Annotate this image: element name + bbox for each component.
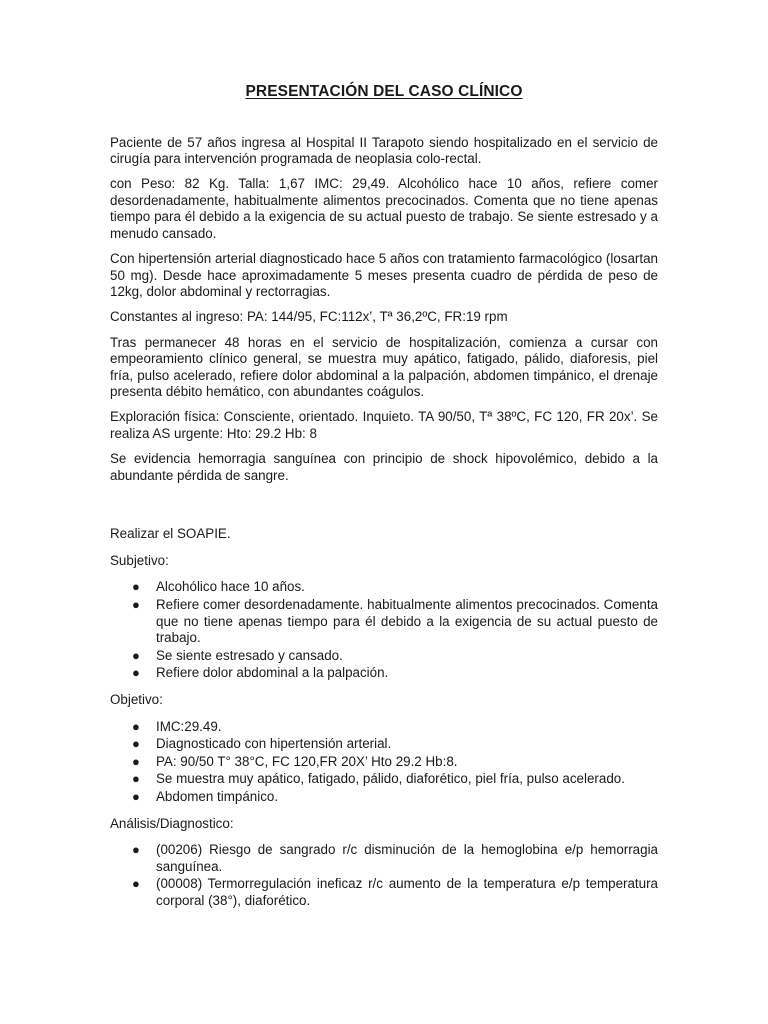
soapie-instruction: Realizar el SOAPIE. bbox=[110, 526, 231, 542]
case-paragraph: Paciente de 57 años ingresa al Hospital II Tarapoto siendo hospitalizado en el servicio de cirugía para intervención programada de neoplasia colo-rectal. bbox=[110, 134, 658, 167]
case-paragraph: Tras permanecer 48 horas en el servicio de hospitalización, comienza a cursar con empeoramiento clínico general, se muestra muy apático, fatigado, pálido, diaforesis, piel fría, pulso acelerado, refiere dolor abdominal a la palpación, abdomen timpánico, el drenaje presenta débito hemático, con abundantes coágulos. bbox=[110, 334, 658, 400]
bullet-icon: ● bbox=[132, 597, 140, 613]
vital-signs-paragraph: Constantes al ingreso: PA: 144/95, FC:112x’, Tª 36,2ºC, FR:19 rpm bbox=[110, 309, 508, 325]
list-item: ● Se muestra muy apático, fatigado, pálido, diaforético, piel fría, pulso acelerado. bbox=[132, 771, 625, 787]
subjetivo-list bbox=[110, 579, 658, 682]
list-item: ● Alcohólico hace 10 años. bbox=[132, 579, 305, 595]
case-paragraph: con Peso: 82 Kg. Talla: 1,67 IMC: 29,49. Alcohólico hace 10 años, refiere comer desordenadamente, habitualmente alimentos precocinados. Comenta que no tiene apenas tiempo para él debido a la exigencia de su actual puesto de trabajo. Se siente estresado y a menudo cansado. bbox=[110, 176, 658, 242]
list-item: ● Abdomen timpánico. bbox=[132, 789, 279, 804]
document-title: PRESENTACIÓN DEL CASO CLÍNICO bbox=[245, 83, 523, 100]
list-item: ● Se siente estresado y cansado. bbox=[132, 647, 343, 663]
list-item: ● PA: 90/50 T° 38°C, FC 120,FR 20X’ Hto 29.2 Hb:8. bbox=[132, 753, 458, 769]
document-page bbox=[110, 84, 658, 920]
bullet-icon: ● bbox=[132, 876, 140, 892]
subjetivo-heading: Subjetivo: bbox=[110, 552, 169, 568]
bullet-icon: ● bbox=[132, 579, 140, 595]
bullet-icon: ● bbox=[132, 665, 140, 681]
bullet-icon: ● bbox=[132, 736, 140, 752]
list-item: ● (00008) Termorregulación ineficaz r/c aumento de la temperatura e/p temperatura corporal (38°), diaforético. bbox=[132, 876, 658, 908]
bullet-icon: ● bbox=[132, 718, 140, 734]
objetivo-list bbox=[110, 719, 658, 806]
objetivo-heading: Objetivo: bbox=[110, 692, 163, 708]
list-item: ● Refiere comer desordenadamente. habitualmente alimentos precocinados. Comenta que no tiene apenas tiempo para él debido a la exigencia de su actual puesto de trabajo. bbox=[132, 597, 658, 646]
analisis-heading: Análisis/Diagnostico: bbox=[110, 815, 234, 831]
bullet-icon: ● bbox=[132, 789, 140, 804]
bullet-icon: ● bbox=[132, 647, 140, 663]
case-paragraph: Se evidencia hemorragia sanguínea con principio de shock hipovolémico, debido a la abundante pérdida de sangre. bbox=[110, 451, 658, 483]
list-item: ● Diagnosticado con hipertensión arterial. bbox=[132, 736, 392, 752]
bullet-icon: ● bbox=[132, 842, 140, 858]
bullet-icon: ● bbox=[132, 753, 140, 769]
list-item: ● (00206) Riesgo de sangrado r/c disminución de la hemoglobina e/p hemorragia sanguínea. bbox=[132, 842, 658, 874]
physical-exam-paragraph: Exploración física: Consciente, orientado. Inquieto. TA 90/50, Tª 38ºC, FC 120, FR 20x’. Se realiza AS urgente: Hto: 29.2 Hb: 8 bbox=[110, 409, 658, 441]
list-item: ● Refiere dolor abdominal a la palpación. bbox=[132, 665, 389, 681]
bullet-icon: ● bbox=[132, 771, 140, 787]
case-paragraph: Con hipertensión arterial diagnosticado hace 5 años con tratamiento farmacológico (losartan 50 mg). Desde hace aproximadamente 5 meses presenta cuadro de pérdida de peso de 12kg, dolor abdominal y rectorragias. bbox=[110, 251, 658, 300]
analisis-list bbox=[110, 842, 658, 909]
list-item: ● IMC:29.49. bbox=[132, 718, 222, 734]
